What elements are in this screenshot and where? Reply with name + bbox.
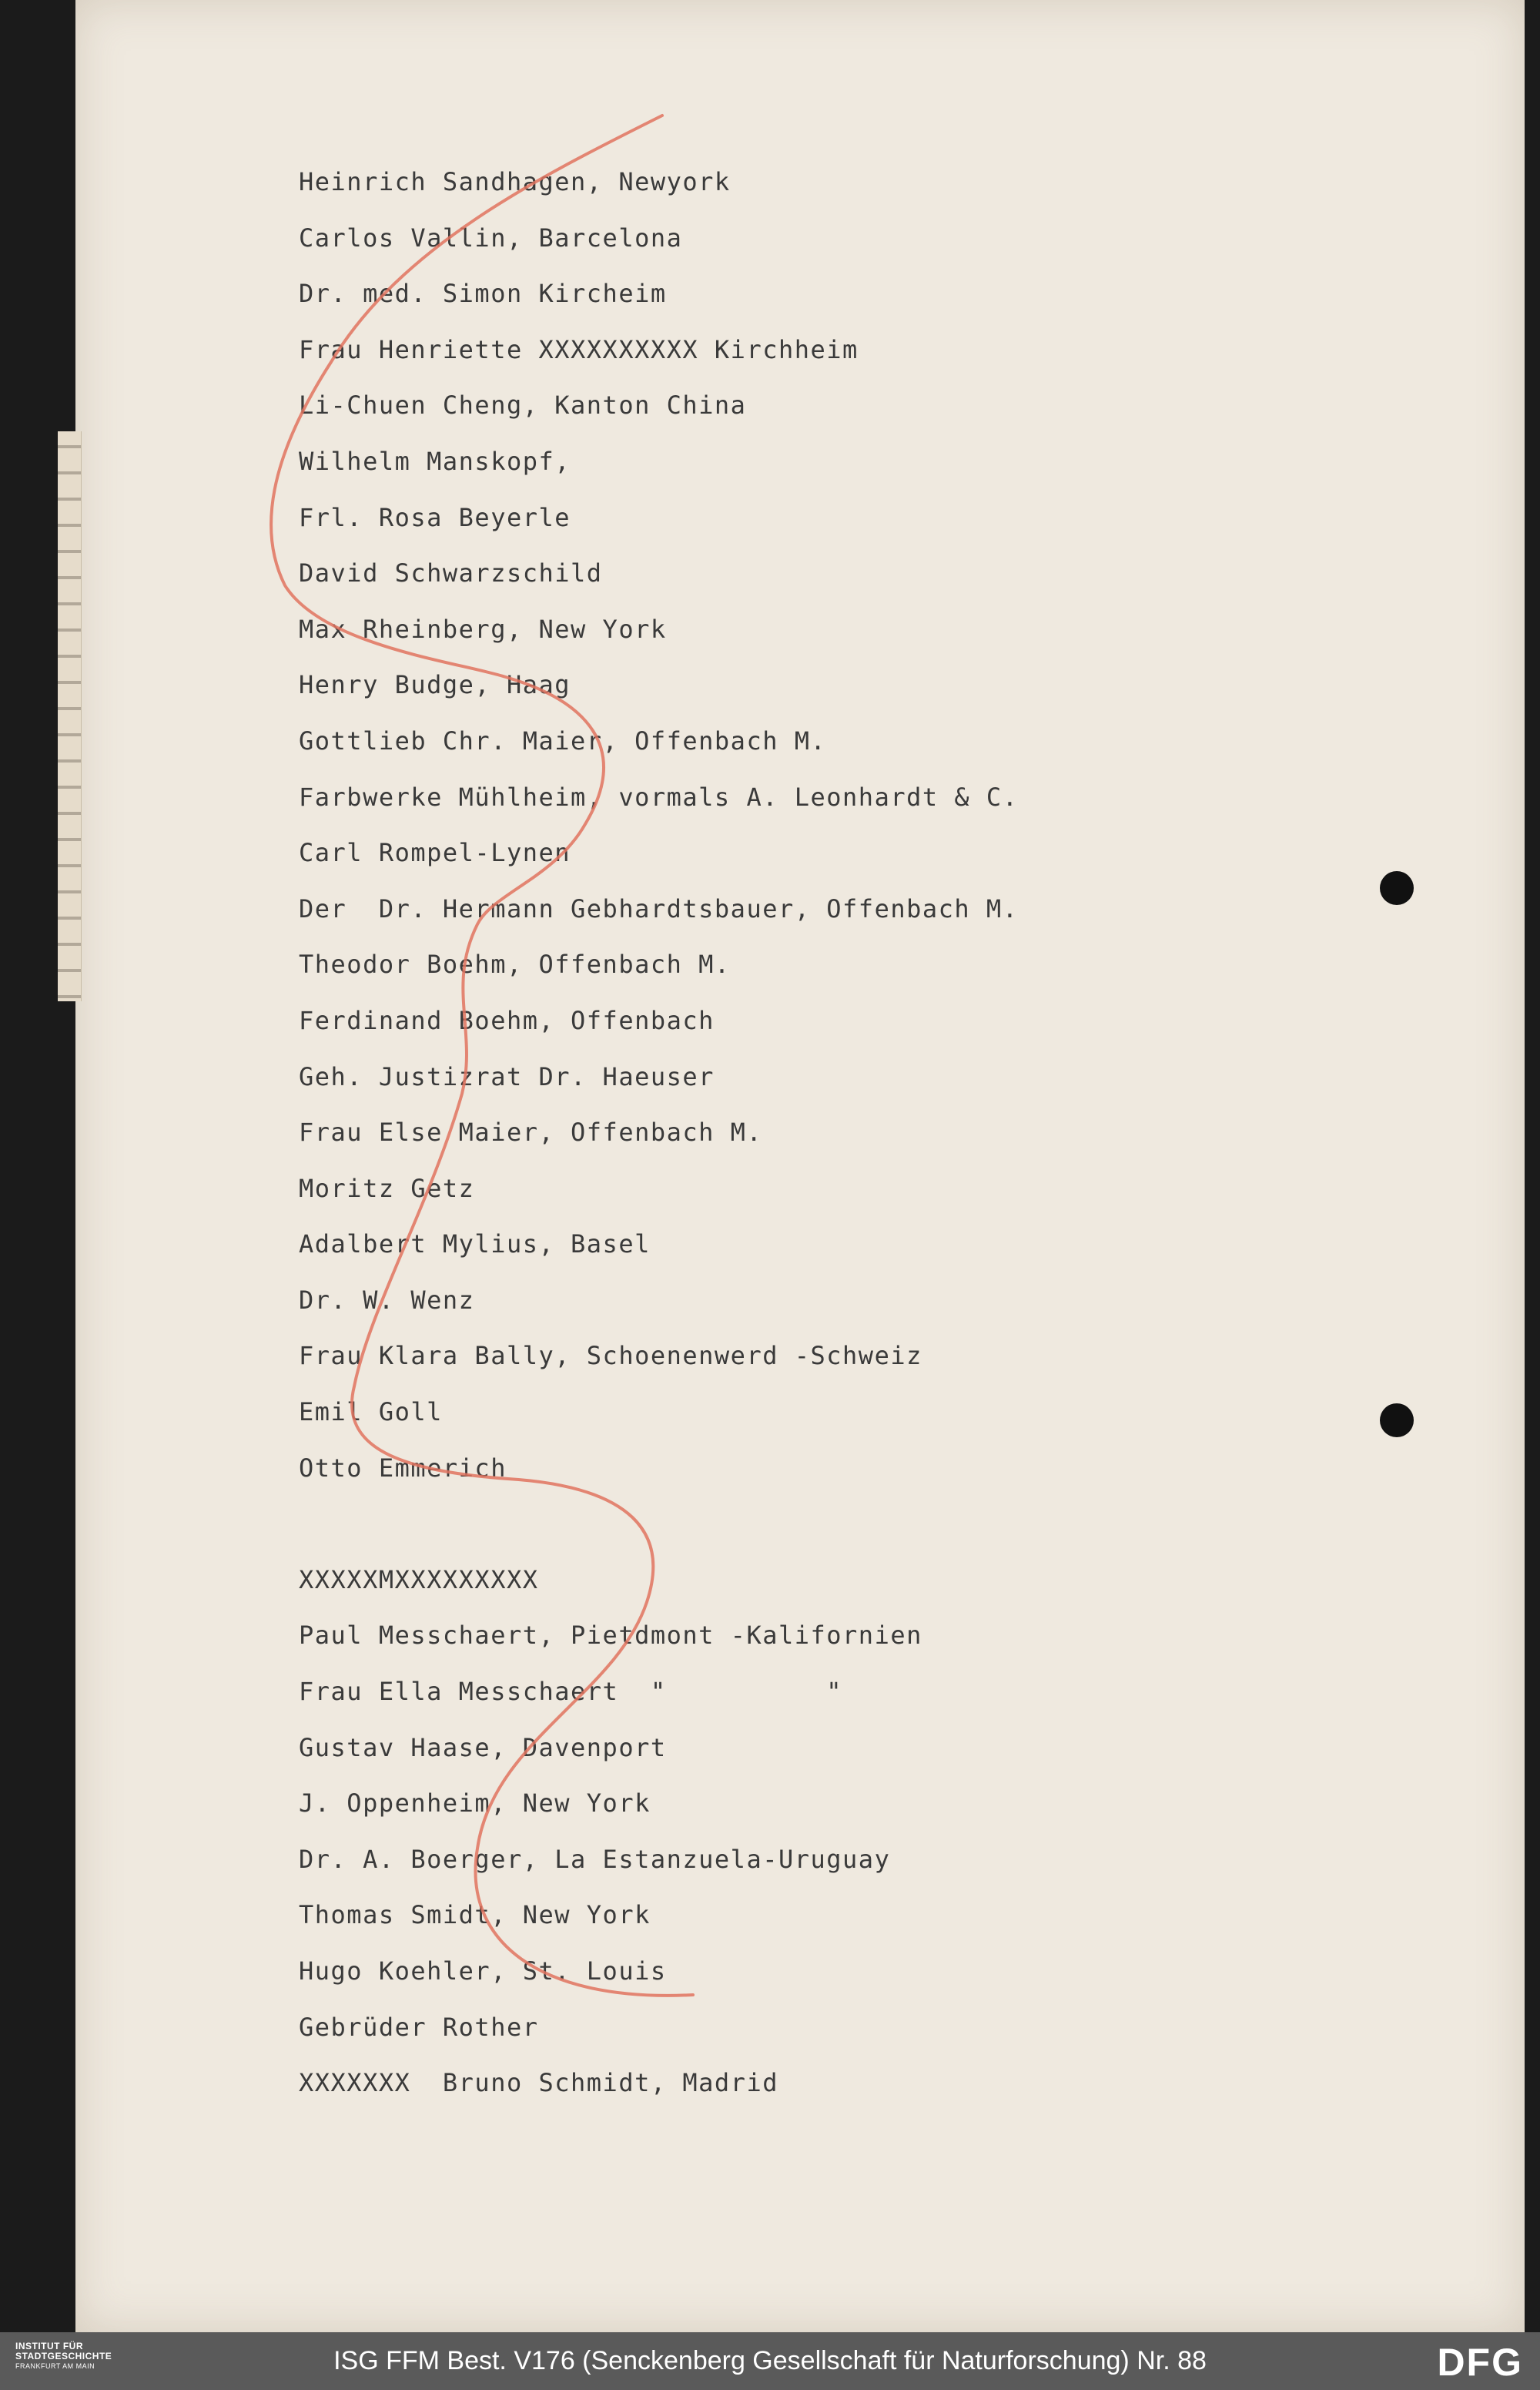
list-item: Emil Goll bbox=[299, 1397, 443, 1427]
punch-hole bbox=[1380, 1403, 1414, 1437]
list-item: Li-Chuen Cheng, Kanton China bbox=[299, 391, 747, 421]
list-item: Geh. Justizrat Dr. Haeuser bbox=[299, 1061, 715, 1091]
pasted-paper-strip bbox=[58, 431, 82, 1001]
typed-name-list bbox=[299, 154, 1018, 2111]
list-item: Dr. W. Wenz bbox=[299, 1285, 475, 1315]
list-item: Wilhelm Manskopf, bbox=[299, 446, 571, 476]
list-item: Otto Emmerich bbox=[299, 1453, 507, 1483]
list-item: Heinrich Sandhagen, Newyork bbox=[299, 167, 731, 196]
list-item: Gottlieb Chr. Maier, Offenbach M. bbox=[299, 726, 827, 756]
struck-heading: XXXXXMXXXXXXXXX bbox=[299, 1564, 539, 1594]
list-item: Gebrüder Rother bbox=[299, 2012, 539, 2042]
list-item: Dr. A. Boerger, La Estanzuela-Uruguay bbox=[299, 1844, 891, 1874]
list-item: XXXXXXX Bruno Schmidt, Madrid bbox=[299, 2068, 778, 2098]
list-item: Ferdinand Boehm, Offenbach bbox=[299, 1005, 715, 1035]
list-item: J. Oppenheim, New York bbox=[299, 1788, 651, 1818]
blank-line bbox=[299, 1496, 1018, 1552]
archive-footer-bar bbox=[0, 2332, 1540, 2390]
dfg-logo: DFG bbox=[1437, 2341, 1523, 2384]
list-item: Henry Budge, Haag bbox=[299, 670, 571, 700]
punch-hole bbox=[1380, 871, 1414, 905]
list-item: Gustav Haase, Davenport bbox=[299, 1732, 667, 1762]
list-item: Carlos Vallin, Barcelona bbox=[299, 223, 683, 253]
list-item: Paul Messchaert, Pietdmont -Kalifornien bbox=[299, 1621, 922, 1651]
list-item: Frl. Rosa Beyerle bbox=[299, 502, 571, 532]
list-item: Der Dr. Hermann Gebhardtsbauer, Offenbach M. bbox=[299, 893, 1019, 923]
list-item: Frau Ella Messchaert " " bbox=[299, 1677, 843, 1707]
archive-caption: ISG FFM Best. V176 (Senckenberg Gesellschaft für Naturforschung) Nr. 88 bbox=[333, 2346, 1207, 2375]
list-item: Frau Henriette XXXXXXXXXX Kirchheim bbox=[299, 334, 859, 364]
list-item: Frau Else Maier, Offenbach M. bbox=[299, 1118, 763, 1148]
list-item: Moritz Getz bbox=[299, 1173, 475, 1203]
institute-logo-text: INSTITUT FÜR STADTGESCHICHTE FRANKFURT AM MAIN bbox=[15, 2341, 112, 2370]
list-item: David Schwarzschild bbox=[299, 558, 603, 588]
list-item: Frau Klara Bally, Schoenenwerd -Schweiz bbox=[299, 1341, 922, 1371]
list-item: Theodor Boehm, Offenbach M. bbox=[299, 950, 731, 980]
list-item: Adalbert Mylius, Basel bbox=[299, 1229, 651, 1259]
list-item: Thomas Smidt, New York bbox=[299, 1900, 651, 1930]
list-item: Dr. med. Simon Kircheim bbox=[299, 279, 667, 309]
list-item: Carl Rompel-Lynen bbox=[299, 838, 571, 868]
list-item: Hugo Koehler, St. Louis bbox=[299, 1956, 667, 1986]
list-item: Farbwerke Mühlheim, vormals A. Leonhardt & C. bbox=[299, 782, 1019, 812]
list-item: Max Rheinberg, New York bbox=[299, 614, 667, 644]
